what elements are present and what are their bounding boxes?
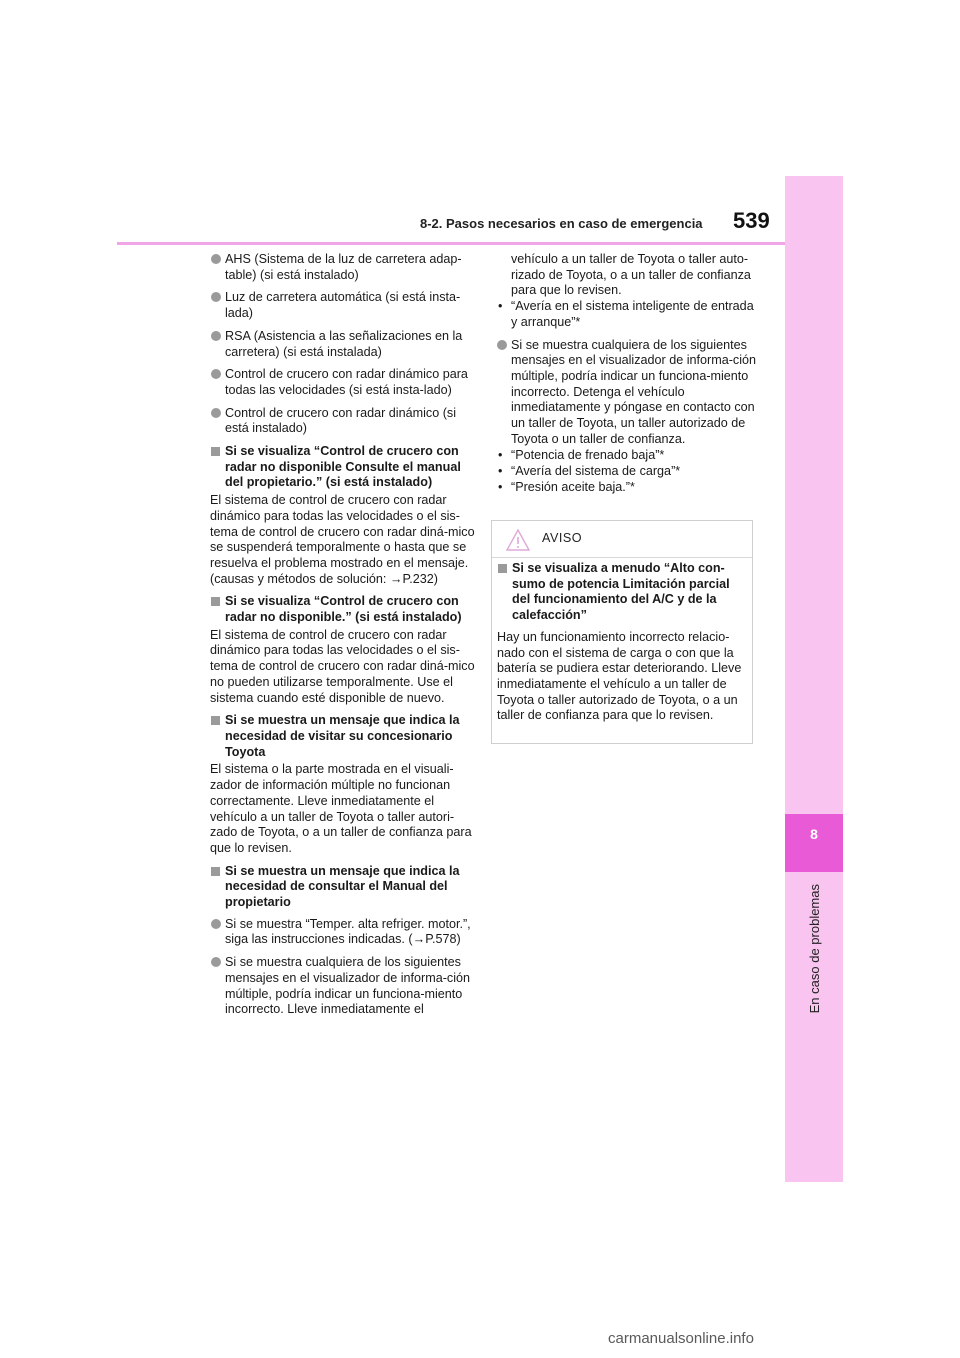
list-marker: • xyxy=(498,479,503,494)
notice-header xyxy=(492,521,752,558)
bullet-item xyxy=(210,252,480,283)
notice-label: AVISO xyxy=(542,531,583,545)
bullet-text: Si se muestra cualquiera de los siguientes mensajes en el visualizador de informa-ción múltiple, podría indicar un funciona-miento incorrecto. Detenga el vehículo inmediatamente y póngase en contacto con un taller de Toyota, un taller autorizado de Toyota o un taller de confianza. xyxy=(511,337,757,446)
notice-box xyxy=(491,520,753,744)
bullet-item xyxy=(210,367,480,398)
bullet-dot-icon xyxy=(497,340,507,350)
bullet-text: Si se muestra “Temper. alta refriger. motor.”, siga las instrucciones indicadas. (→P.578) xyxy=(225,916,471,947)
bullet-dot-icon xyxy=(211,408,221,418)
subheading-text: Si se visualiza “Control de crucero con radar no disponible.” (si está instalado) xyxy=(225,594,462,625)
section-title: 8-2. Pasos necesarios en caso de emergencia xyxy=(420,216,703,231)
list-text: “Presión aceite baja.”* xyxy=(511,479,635,494)
chapter-tab-active[interactable] xyxy=(785,814,843,872)
chapter-label-text: En caso de problemas xyxy=(806,884,822,1014)
bullet-dot-icon xyxy=(211,254,221,264)
header-rule xyxy=(117,242,785,245)
notice-body xyxy=(497,561,743,724)
chapter-number: 8 xyxy=(810,826,818,842)
list-marker: • xyxy=(498,448,503,463)
bullet-text: Si se muestra cualquiera de los siguientes mensajes en el visualizador de informa-ción múltiple, podría indicar un funciona-miento incorrecto. Lleve inmediatamente el xyxy=(225,955,471,1017)
subheading-text: Si se muestra un mensaje que indica la necesidad de visitar su concesionario Toyota xyxy=(225,713,460,759)
list-item xyxy=(496,299,758,330)
continuation-text: vehículo a un taller de Toyota o taller auto-rizado de Toyota, o a un taller de confianza para que lo revisen. xyxy=(511,252,751,298)
left-column xyxy=(210,252,480,1025)
bullet-text: Luz de carretera automática (si está insta-lada) xyxy=(225,290,461,321)
bullet-text: Control de crucero con radar dinámico (si está instalado) xyxy=(225,405,456,436)
list-text: “Avería en el sistema inteligente de entrada y arranque”* xyxy=(511,299,754,329)
list-text: “Potencia de frenado baja”* xyxy=(511,448,665,463)
chapter-label xyxy=(785,884,843,1034)
bullet-item xyxy=(210,917,480,948)
page-number: 539 xyxy=(733,208,770,233)
subheading-text: Si se visualiza “Control de crucero con radar no disponible Consulte el manual del propietario.” (si está instalado) xyxy=(225,444,461,490)
subheading xyxy=(210,594,480,625)
bullet-text: RSA (Asistencia a las señalizaciones en la carretera) (si está instalada) xyxy=(225,328,463,359)
list-text: “Avería del sistema de carga”* xyxy=(511,464,681,479)
subheading xyxy=(210,864,480,911)
bullet-item xyxy=(210,955,480,1018)
subheading xyxy=(497,561,743,624)
bullet-dot-icon xyxy=(211,331,221,341)
subheading-text: Si se muestra un mensaje que indica la necesidad de consultar el Manual del propietario xyxy=(225,863,460,910)
paragraph: El sistema de control de crucero con radar dinámico para todas las velocidades o el sis-tema de control de crucero con radar diná-mico no pueden utilizarse temporalmente. Use el sistema cuando esté disponible de nuevo. xyxy=(210,627,475,705)
square-marker-icon xyxy=(211,716,220,725)
right-column xyxy=(496,252,758,496)
bullet-text: Control de crucero con radar dinámico para todas las velocidades (si está insta-lado) xyxy=(225,367,468,397)
square-marker-icon xyxy=(211,447,220,456)
list-item xyxy=(496,464,758,480)
watermark: carmanualsonline.info xyxy=(608,1330,754,1347)
bullet-item xyxy=(210,406,480,437)
bullet-text: AHS (Sistema de la luz de carretera adap-table) (si está instalado) xyxy=(225,252,462,282)
subheading xyxy=(210,444,480,491)
bullet-dot-icon xyxy=(211,369,221,379)
square-marker-icon xyxy=(211,867,220,876)
bullet-item xyxy=(496,338,758,448)
square-marker-icon xyxy=(498,564,507,573)
list-item xyxy=(496,480,758,496)
subheading xyxy=(210,713,480,760)
paragraph: El sistema o la parte mostrada en el visuali-zador de información múltiple no funcionan correctamente. Lleve inmediatamente el vehículo a un taller de Toyota o taller autori-zado de Toyota, o a un taller de confianza para que lo revisen. xyxy=(210,762,472,855)
warning-triangle-icon xyxy=(506,529,530,551)
bullet-dot-icon xyxy=(211,957,221,967)
bullet-dot-icon xyxy=(211,292,221,302)
square-marker-icon xyxy=(211,597,220,606)
paragraph: El sistema de control de crucero con radar dinámico para todas las velocidades o el sis-tema de control de crucero con radar diná-mico se suspenderá temporalmente o hasta que se resuelva el problema mostrado en el mensaje. (causas y métodos de solución: →P.232) xyxy=(210,493,475,586)
bullet-item xyxy=(210,329,480,360)
list-marker: • xyxy=(498,464,503,479)
subheading-text: Si se visualiza a menudo “Alto con-sumo de potencia Limitación parcial del funcionamiento del A/C y de la calefacción” xyxy=(512,561,730,623)
bullet-dot-icon xyxy=(211,919,221,929)
list-marker: • xyxy=(498,299,503,314)
list-item xyxy=(496,448,758,464)
bullet-item xyxy=(210,290,480,321)
notice-text: Hay un funcionamiento incorrecto relacio-nado con el sistema de carga o con que la batería se pudiera estar deteriorando. Lleve inmediatamente el vehículo a un taller de Toyota o taller autorizado de Toyota, o a un taller de confianza para que lo revisen. xyxy=(497,629,742,723)
